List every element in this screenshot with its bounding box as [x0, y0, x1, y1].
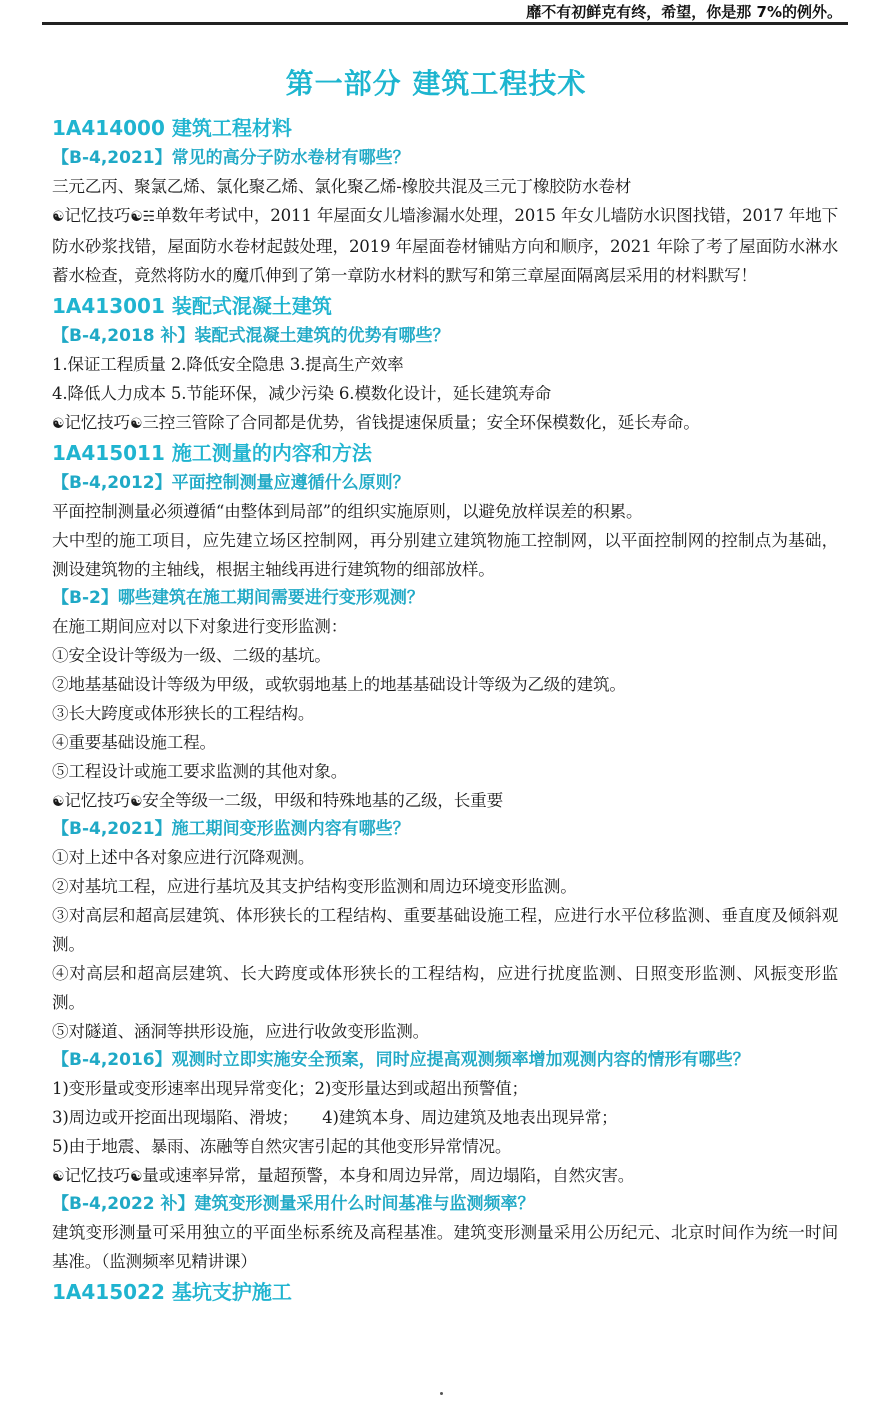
memory-tip: [52, 1161, 838, 1190]
question-heading: 【B-4,2021】施工期间变形监测内容有哪些？: [52, 819, 410, 839]
tip-label: 记忆技巧: [64, 206, 131, 225]
chapter-heading: 1A415022 基坑支护施工: [52, 1280, 292, 1304]
answer-line: ④重要基础设施工程。: [52, 733, 216, 752]
yin-yang-icon: ☯: [52, 416, 65, 432]
answer-line: ①安全设计等级为一级、二级的基坑。: [52, 646, 331, 665]
memory-tip: [52, 408, 838, 437]
answer-line: ⑤对隧道、涵洞等拱形设施，应进行收敛变形监测。: [52, 1022, 430, 1041]
yin-yang-icon: ☯: [129, 794, 143, 810]
tip-text: 单数年考试中，2011 年屋面女儿墙渗漏水处理，2015 年女儿墙防水识图找错，2017 年地下防水砂浆找错，屋面防水卷材起鼓处理，2019 年屋面卷材铺贴方向和顺序，2021 年除了考了屋面防水淋水蓄水检查，竟然将防水的魔爪伸到了第一章防水材料的默写和第三章屋面隔离层采用的材料默写！: [52, 206, 838, 285]
question-heading: 【B-4,2018 补】装配式混凝土建筑的优势有哪些？: [52, 326, 450, 346]
answer-line: ③长大跨度或体形狭长的工程结构。: [52, 704, 315, 723]
chapter-heading: 1A413001 装配式混凝土建筑: [52, 294, 332, 318]
answer-line: 平面控制测量必须遵循“由整体到局部”的组织实施原则，以避免放样误差的积累。: [52, 502, 643, 521]
header-rule: [42, 22, 848, 25]
answer-item: 4)建筑本身、周边建筑及地表出现异常；: [322, 1108, 618, 1127]
footer-dot: [440, 1392, 443, 1395]
memory-tip: [52, 201, 838, 290]
answer-line: 1)变形量或变形速率出现异常变化；2)变形量达到或超出预警值；: [52, 1079, 528, 1098]
answer-paragraph: ④对高层和超高层建筑、长大跨度或体形狭长的工程结构，应进行扰度监测、日照变形监测、风振变形监测。: [52, 964, 838, 1012]
trigram-icon: ☯: [130, 209, 143, 225]
question-heading: 【B-4,2022 补】建筑变形测量采用什么时间基准与监测频率？: [52, 1194, 535, 1214]
tip-text: 安全等级一二级，甲级和特殊地基的乙级，长重要: [142, 791, 503, 810]
answer-item: 3)周边或开挖面出现塌陷、滑坡；: [52, 1108, 299, 1127]
yin-yang-icon: ☯: [52, 209, 65, 225]
part-title: 第一部分 建筑工程技术: [285, 67, 587, 100]
answer-line: 在施工期间应对以下对象进行变形监测：: [52, 617, 348, 636]
tip-text: 量或速率异常，量超预警，本身和周边异常，周边塌陷，自然灾害。: [142, 1166, 635, 1185]
yin-yang-icon: ☯: [52, 1169, 65, 1185]
answer-paragraph: 建筑变形测量可采用独立的平面坐标系统及高程基准。建筑变形测量采用公历纪元、北京时间作为统一时间基准。（监测频率见精讲课）: [52, 1223, 838, 1271]
question-heading: 【B-2】哪些建筑在施工期间需要进行变形观测？: [52, 588, 424, 608]
answer-paragraph: 大中型的施工项目，应先建立场区控制网，再分别建立建筑物施工控制网，以平面控制网的控制点为基础，测设建筑物的主轴线，根据主轴线再进行建筑物的细部放样。: [52, 531, 838, 579]
answer-line: 1.保证工程质量 2.降低安全隐患 3.提高生产效率: [52, 355, 404, 374]
answer-line: [52, 1103, 838, 1132]
tip-label: 记忆技巧: [64, 791, 130, 810]
answer-line: ②地基基础设计等级为甲级，或软弱地基上的地基基础设计等级为乙级的建筑。: [52, 675, 626, 694]
answer-line: 4.降低人力成本 5.节能环保，减少污染 6.模数化设计，延长建筑寿命: [52, 384, 552, 403]
yin-yang-icon: ☯: [129, 416, 143, 432]
answer-line: 三元乙丙、聚氯乙烯、氯化聚乙烯、氯化聚乙烯-橡胶共混及三元丁橡胶防水卷材: [52, 177, 632, 196]
header-motto: 靡不有初鲜克有终，希望，你是那 7%的例外。: [526, 3, 842, 21]
question-heading: 【B-4,2012】平面控制测量应遵循什么原则？: [52, 473, 410, 493]
tip-label: 记忆技巧: [64, 1166, 130, 1185]
chapter-heading: 1A415011 施工测量的内容和方法: [52, 441, 372, 465]
yin-yang-icon: ☯: [52, 794, 65, 810]
tip-label: 记忆技巧: [64, 413, 130, 432]
yin-yang-icon: ☯: [129, 1169, 143, 1185]
answer-line: ⑤工程设计或施工要求监测的其他对象。: [52, 762, 348, 781]
question-heading: 【B-4,2016】观测时立即实施安全预案，同时应提高观测频率增加观测内容的情形有哪些？: [52, 1050, 750, 1070]
answer-line: ①对上述中各对象应进行沉降观测。: [52, 848, 315, 867]
content: [52, 112, 838, 1308]
question-heading: 【B-4,2021】常见的高分子防水卷材有哪些？: [52, 148, 410, 168]
chapter-heading: 1A414000 建筑工程材料: [52, 116, 292, 140]
answer-line: ②对基坑工程，应进行基坑及其支护结构变形监测和周边环境变形监测。: [52, 877, 577, 896]
kan-trigram-icon: ☵: [142, 209, 155, 225]
memory-tip: [52, 786, 838, 815]
tip-text: 三控三管除了合同都是优势，省钱提速保质量；安全环保模数化，延长寿命。: [142, 413, 700, 432]
answer-line: 5)由于地震、暴雨、冻融等自然灾害引起的其他变形异常情况。: [52, 1137, 512, 1156]
answer-paragraph: ③对高层和超高层建筑、体形狭长的工程结构、重要基础设施工程，应进行水平位移监测、垂直度及倾斜观测。: [52, 906, 838, 954]
